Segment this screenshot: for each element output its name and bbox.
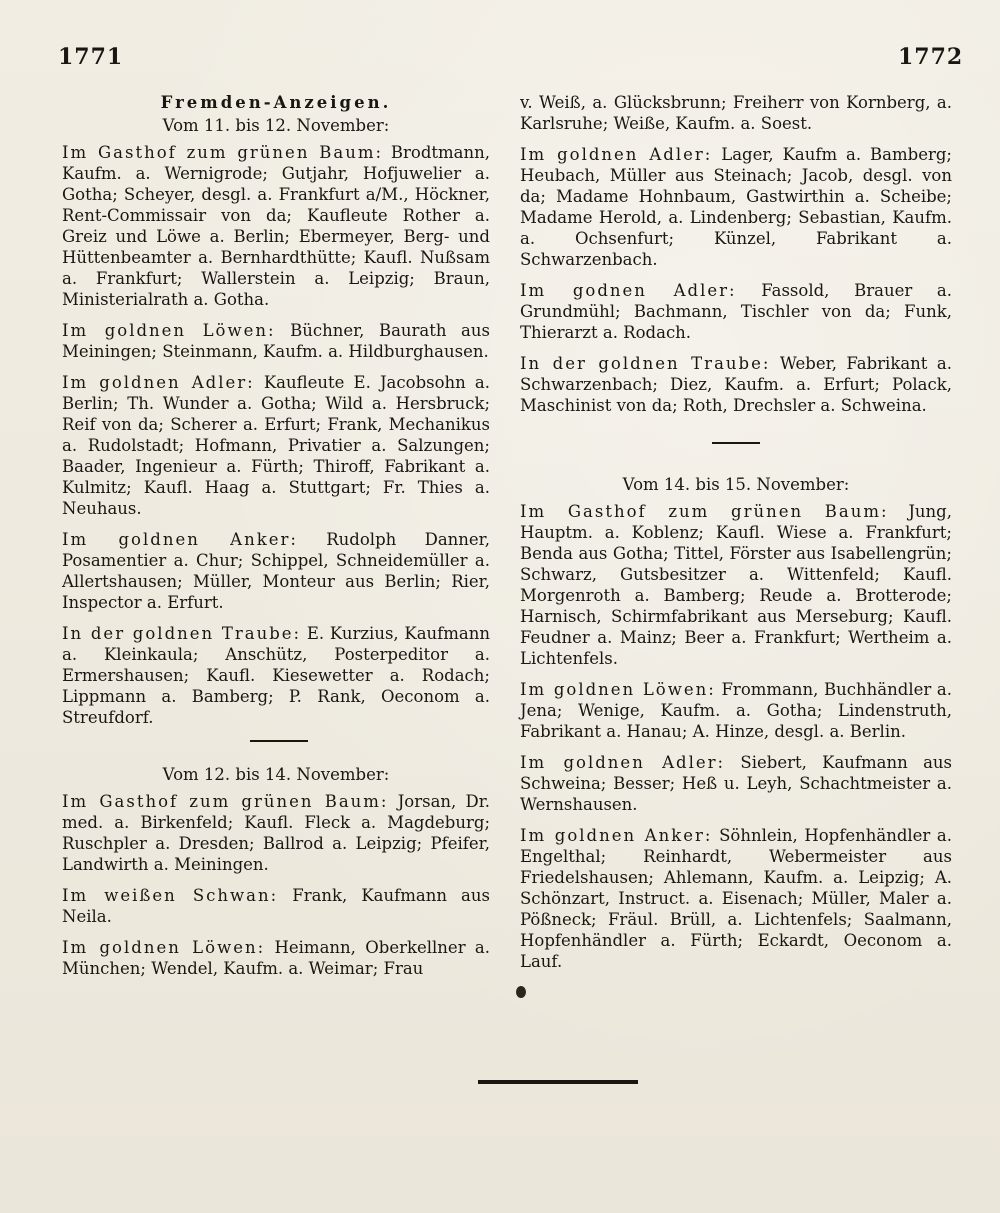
date-heading-1: Vom 11. bis 12. November: [162, 116, 390, 135]
entry-location: Im weißen Schwan: [62, 886, 279, 905]
entry-text: Jung, Hauptm. a. Koblenz; Kaufl. Wiese a. Frankfurt; Benda aus Gotha; Tittel, Förster aus Isabellengrün; Schwarz, Gutsbesitzer a. Wittenfeld; Kaufl. Morgenroth a. Bamberg; Reude a. Brotterode; Harnisch, Schirmfabrikant aus Merseburg; Kaufl. Feudner a. Mainz; Beer a. Frankfurt; Wertheim a. Lichtenfels. [520, 502, 952, 668]
entry-text: Lager, Kaufm a. Bamberg; Heubach, Müller aus Steinach; Jacob, desgl. von da; Madame Hohnbaum, Gastwirthin a. Scheibe; Madame Herold, a. Lindenberg; Sebastian, Kaufm. a. Ochsenfurt; Künzel, Fabrikant a. Schwarzenbach. [520, 145, 952, 269]
entry-text: Büchner, Baurath aus Meiningen; Steinmann, Kaufm. a. Hildburghausen. [62, 321, 490, 361]
entry-godner-adler [520, 280, 952, 343]
entry-goldner-adler-2 [520, 144, 952, 270]
entry-goldner-loewe-1 [62, 320, 490, 362]
entry-location: Im Gasthof zum grünen Baum: [62, 143, 384, 162]
entry-location: Im goldnen Löwen: [62, 321, 276, 340]
entry-text: E. Kurzius, Kaufmann a. Kleinkaula; Anschütz, Posterpeditor a. Ermershausen; Kaufl. Kiesewetter a. Rodach; Lippmann a. Bamberg; P. Rank, Oeconom a. Streufdorf. [62, 624, 491, 727]
section-divider [250, 740, 308, 742]
entry-gruener-baum-1 [62, 142, 490, 310]
entry-text: Siebert, Kaufmann aus Schweina; Besser; Heß u. Leyh, Schachtmeister a. Wernshausen. [520, 753, 953, 814]
entry-text: Heimann, Oberkellner a. München; Wendel, Kaufm. a. Weimar; Frau [62, 938, 490, 978]
entry-weisser-schwan [62, 885, 490, 927]
entry-location: In der goldnen Traube: [520, 354, 771, 373]
date-heading-3: Vom 14. bis 15. November: [622, 475, 850, 494]
entry-text: Rudolph Danner, Posamentier a. Chur; Schippel, Schneidemüller a. Allertshausen; Müller, Monteur aus Berlin; Rier, Inspector a. Erfurt. [62, 530, 490, 612]
entry-text: Jorsan, Dr. med. a. Birkenfeld; Kaufl. Fleck a. Magdeburg; Ruschpler a. Dresden; Ballrod a. Leipzig; Pfeifer, Landwirth a. Meiningen. [62, 792, 491, 874]
entry-location: Im goldnen Anker: [62, 530, 298, 549]
entry-goldner-loewe-3 [520, 679, 952, 742]
entry-location: Im godnen Adler: [520, 281, 737, 300]
entry-gruener-baum-2 [62, 791, 490, 875]
entry-location: Im Gasthof zum grünen Baum: [62, 792, 389, 811]
entry-goldner-anker-1 [62, 529, 490, 613]
entry-location: Im Gasthof zum grünen Baum: [520, 502, 889, 521]
entry-text: Söhnlein, Hopfenhändler a. Engelthal; Reinhardt, Webermeister aus Friedelshausen; Ahlemann, Kaufm. a. Leipzig; A. Schönzart, Instruct. a. Eisenach; Müller, Maler a. Pößneck; Fräul. Brüll, a. Lichtenfels; Saalmann, Hopfenhändler a. Fürth; Eckardt, Oeconom a. Lauf. [520, 826, 953, 971]
entry-location: Im goldnen Adler: [520, 753, 726, 772]
entry-text: Frank, Kaufmann aus Neila. [62, 886, 490, 926]
entry-text: Fassold, Brauer a. Grundmühl; Bachmann, Tischler von da; Funk, Thierarzt a. Rodach. [520, 281, 953, 342]
entry-text: Kaufleute E. Jacobsohn a. Berlin; Th. Wunder a. Gotha; Wild a. Hersbruck; Reif von da; Scherer a. Erfurt; Frank, Mechanikus a. Rudolstadt; Hofmann, Privatier a. Salzungen; Baader, Ingenieur a. Fürth; Thiroff, Fabrikant a. Kulmitz; Kaufl. Haag a. Stuttgart; Fr. Thies a. Neuhaus. [62, 373, 490, 518]
entry-gruener-baum-3 [520, 501, 952, 669]
entry-text: v. Weiß, a. Glücksbrunn; Freiherr von Kornberg, a. Karlsruhe; Weiße, Kaufm. a. Soest. [520, 93, 952, 133]
entry-goldner-loewe-2 [62, 937, 490, 979]
section-heading: Fremden-Anzeigen. [160, 93, 392, 112]
ink-blot [516, 986, 526, 998]
entry-goldne-traube-1 [62, 623, 490, 728]
page-number-left: 1771 [58, 44, 124, 70]
entry-continuation [520, 92, 952, 134]
entry-text: Frommann, Buchhändler a. Jena; Wenige, Kaufm. a. Gotha; Lindenstruth, Fabrikant a. Hanau; A. Hinze, desgl. a. Berlin. [520, 680, 952, 741]
bottom-rule [478, 1080, 638, 1084]
entry-location: Im goldnen Adler: [62, 373, 255, 392]
entry-location: Im goldnen Adler: [520, 145, 713, 164]
right-column [520, 92, 952, 982]
entry-location: Im goldnen Anker: [520, 826, 713, 845]
entry-location: Im goldnen Löwen: [520, 680, 716, 699]
left-column [62, 92, 490, 989]
entry-location: In der goldnen Traube: [62, 624, 302, 643]
entry-text: Weber, Fabrikant a. Schwarzenbach; Diez, Kaufm. a. Erfurt; Polack, Maschinist von da; Roth, Drechsler a. Schweina. [520, 354, 952, 415]
entry-goldner-adler-3 [520, 752, 952, 815]
entry-goldner-adler-1 [62, 372, 490, 519]
entry-goldne-traube-2 [520, 353, 952, 416]
entry-text: Brodtmann, Kaufm. a. Wernigrode; Gutjahr, Hofjuwelier a. Gotha; Scheyer, desgl. a. Frankfurt a/M., Höckner, Rent-Commissair von da; Kaufleute Rother a. Greiz und Löwe a. Berlin; Ebermeyer, Berg- und Hüttenbeamter a. Bernhardthütte; Kaufl. Nußsam a. Frankfurt; Wallerstein a. Leipzig; Braun, Ministerialrath a. Gotha. [62, 143, 491, 309]
entry-location: Im goldnen Löwen: [62, 938, 266, 957]
section-divider [712, 442, 760, 444]
date-heading-2: Vom 12. bis 14. November: [162, 765, 390, 784]
entry-goldner-anker-2 [520, 825, 952, 972]
page-number-right: 1772 [898, 44, 964, 70]
